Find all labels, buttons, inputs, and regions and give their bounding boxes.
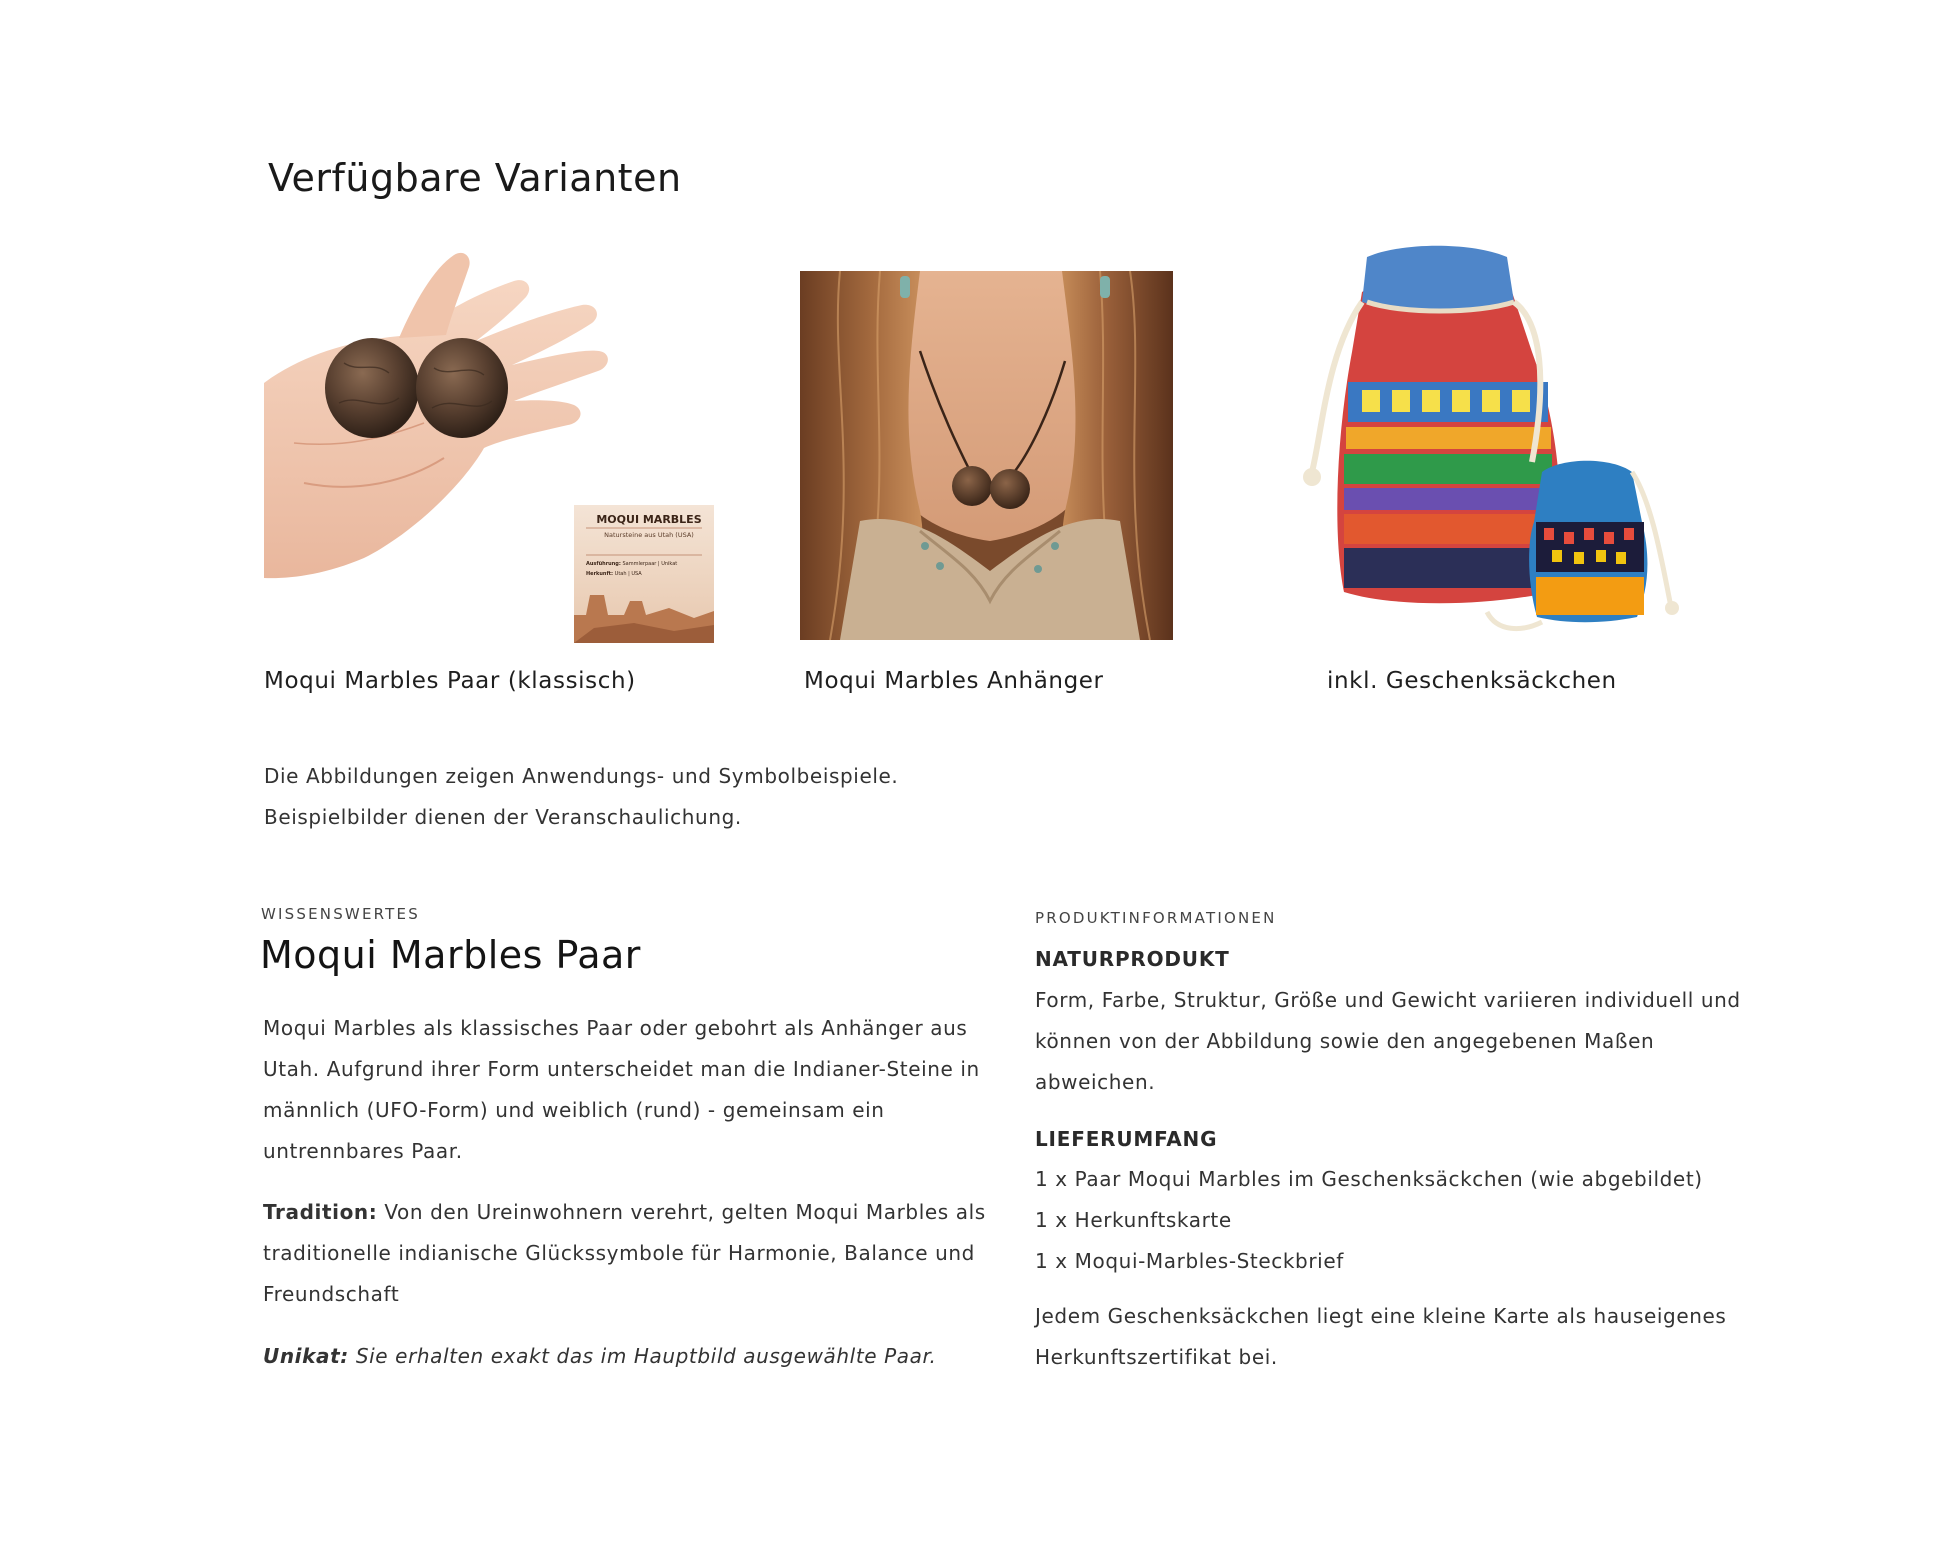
variant-image-classic-pair[interactable] xyxy=(264,243,714,643)
card-brand: MOQUI MARBLES xyxy=(596,513,702,526)
unikat-paragraph xyxy=(263,1336,993,1377)
disclaimer-line-2: Beispielbilder dienen der Veranschaulichung. xyxy=(264,805,742,829)
gift-pouches-illustration xyxy=(1282,232,1722,662)
natur-text: Form, Farbe, Struktur, Größe und Gewicht variieren individuell und können von der Abbildung sowie den angegebenen Maßen abweichen. xyxy=(1035,988,1741,1094)
variant-image-gift-pouch[interactable] xyxy=(1282,232,1722,662)
card-line-1: Ausführung: Sammlerpaar | Unikat xyxy=(586,561,678,567)
tradition-label: Tradition: xyxy=(263,1200,378,1224)
variant-caption-gift-pouch[interactable]: inkl. Geschenksäckchen xyxy=(1327,668,1617,694)
variant-image-pendant[interactable] xyxy=(800,271,1173,640)
knowledge-title: Moqui Marbles Paar xyxy=(260,933,641,977)
card-line-2: Herkunft: Utah | USA xyxy=(586,571,642,577)
woman-wearing-pendant-illustration xyxy=(800,271,1173,640)
natur-heading: NATURPRODUKT xyxy=(1035,947,1230,971)
tradition-paragraph xyxy=(263,1192,993,1315)
knowledge-paragraph: Moqui Marbles als klassisches Paar oder gebohrt als Anhänger aus Utah. Aufgrund ihrer Form unterscheidet man die Indianer-Steine in männlich (UFO-Form) und weiblich (rund) - gemeinsam ein untrennbares Paar. xyxy=(263,1016,980,1163)
image-disclaimer xyxy=(264,756,1164,838)
variant-caption-classic-pair[interactable]: Moqui Marbles Paar (klassisch) xyxy=(264,668,636,694)
product-info-eyebrow: PRODUKTINFORMATIONEN xyxy=(1035,909,1277,927)
unikat-text: Sie erhalten exakt das im Hauptbild ausgewählte Paar. xyxy=(348,1344,937,1368)
unikat-label: Unikat: xyxy=(263,1344,349,1368)
liefer-item: 1 x Paar Moqui Marbles im Geschenksäckchen (wie abgebildet) xyxy=(1035,1167,1703,1191)
tradition-text: Von den Ureinwohnern verehrt, gelten Moqui Marbles als traditionelle indianische Glückssymbole für Harmonie, Balance und Freundschaft xyxy=(263,1200,986,1306)
variants-title: Verfügbare Varianten xyxy=(268,156,682,200)
card-subtitle: Natursteine aus Utah (USA) xyxy=(604,531,694,539)
liefer-list xyxy=(1035,1159,1755,1282)
hand-holding-marbles-illustration xyxy=(264,243,714,643)
disclaimer-line-1: Die Abbildungen zeigen Anwendungs- und Symbolbeispiele. xyxy=(264,764,899,788)
liefer-item: 1 x Moqui-Marbles-Steckbrief xyxy=(1035,1249,1344,1273)
variant-caption-pendant[interactable]: Moqui Marbles Anhänger xyxy=(804,668,1104,694)
knowledge-eyebrow: WISSENSWERTES xyxy=(261,905,420,923)
liefer-heading: LIEFERUMFANG xyxy=(1035,1127,1218,1151)
certificate-note: Jedem Geschenksäckchen liegt eine kleine Karte als hauseigenes Herkunftszertifikat bei. xyxy=(1035,1304,1727,1369)
liefer-item: 1 x Herkunftskarte xyxy=(1035,1208,1232,1232)
